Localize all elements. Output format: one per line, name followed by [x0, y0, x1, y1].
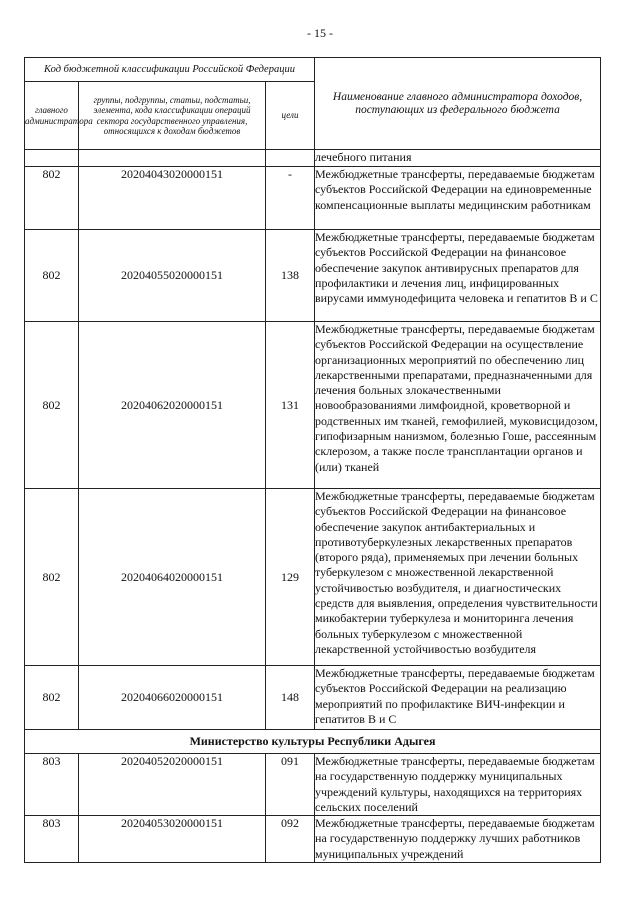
- table-row: [25, 816, 601, 863]
- target-code: [266, 150, 315, 167]
- admin-code: 802: [25, 666, 79, 730]
- admin-code: 802: [25, 322, 79, 489]
- budget-classification-table: [24, 57, 601, 863]
- table-row: [25, 150, 601, 167]
- table-row: [25, 489, 601, 666]
- admin-code: 802: [25, 167, 79, 230]
- income-code: 20204064020000151: [79, 489, 266, 666]
- admin-code: 802: [25, 230, 79, 322]
- target-code: -: [266, 167, 315, 230]
- table-row: [25, 167, 601, 230]
- table-row: [25, 666, 601, 730]
- income-name: Межбюджетные трансферты, передаваемые бюджетам субъектов Российской Федерации на реализацию мероприятий по профилактике ВИЧ-инфекции и гепатитов В и С: [315, 666, 601, 730]
- income-name: Межбюджетные трансферты, передаваемые бюджетам на государственную поддержку лучших работников муниципальных учреждений: [315, 816, 601, 863]
- income-name: лечебного питания: [315, 150, 601, 167]
- table-row: [25, 322, 601, 489]
- income-name: Межбюджетные трансферты, передаваемые бюджетам субъектов Российской Федерации на финансовое обеспечение закупок антибактериальных и противотуберкулезных лекарственных препаратов (второго ряда), применяемых при лечении больных туберкулезом с множественной лекарственной устойчивостью возбудителя, и диагностических средств для выявления, определения чувствительности микобактерии туберкулеза и мониторинга лечения больных туберкулезом с множественной лекарственной устойчивостью возбудителя: [315, 489, 601, 666]
- ministry-title: Министерство культуры Республики Адыгея: [25, 730, 601, 754]
- target-code: 148: [266, 666, 315, 730]
- admin-code: 803: [25, 754, 79, 816]
- admin-code: [25, 150, 79, 167]
- income-code: 20204062020000151: [79, 322, 266, 489]
- header-classification-code: Код бюджетной классификации Российской Федерации: [25, 58, 315, 82]
- income-code: 20204043020000151: [79, 167, 266, 230]
- income-code: 20204052020000151: [79, 754, 266, 816]
- target-code: 091: [266, 754, 315, 816]
- header-target-col: цели: [266, 82, 315, 150]
- target-code: 131: [266, 322, 315, 489]
- table-row: [25, 754, 601, 816]
- admin-code: 802: [25, 489, 79, 666]
- target-code: 092: [266, 816, 315, 863]
- income-name: Межбюджетные трансферты, передаваемые бюджетам на государственную поддержку муниципальных учреждений культуры, находящихся на территориях сельских поселений: [315, 754, 601, 816]
- income-name: Межбюджетные трансферты, передаваемые бюджетам субъектов Российской Федерации на осуществление организационных мероприятий по обеспечению лиц лекарственными препаратами, предназначенными для лечения больных злокачественными новообразованиями лимфоидной, кроветворной и родственных им тканей, гемофилией, муковисцидозом, гипофизарным нанизмом, болезнью Гоше, рассеянным склерозом, а также после трансплантации органов и (или) тканей: [315, 322, 601, 489]
- target-code: 129: [266, 489, 315, 666]
- header-groups-col: группы, подгруппы, статьи, подстатьи, элемента, кода классификации операций сектора государственного управления, относящихся к доходам бюджетов: [79, 82, 266, 150]
- income-name: Межбюджетные трансферты, передаваемые бюджетам субъектов Российской Федерации на финансовое обеспечение закупок антивирусных препаратов для профилактики и лечения лиц, инфицированных вирусами иммунодефицита человека и гепатитов В и С: [315, 230, 601, 322]
- income-code: 20204053020000151: [79, 816, 266, 863]
- header-admin-name: Наименование главного администратора доходов, поступающих из федерального бюджета: [315, 58, 601, 150]
- income-name: Межбюджетные трансферты, передаваемые бюджетам субъектов Российской Федерации на единовременные компенсационные выплаты медицинским работникам: [315, 167, 601, 230]
- header-admin-col: главного администратора: [25, 82, 79, 150]
- table-row: [25, 230, 601, 322]
- target-code: 138: [266, 230, 315, 322]
- ministry-row: [25, 730, 601, 754]
- income-code: [79, 150, 266, 167]
- admin-code: 803: [25, 816, 79, 863]
- page-number: - 15 -: [307, 26, 333, 40]
- income-code: 20204066020000151: [79, 666, 266, 730]
- income-code: 20204055020000151: [79, 230, 266, 322]
- header-row-1: [25, 58, 601, 82]
